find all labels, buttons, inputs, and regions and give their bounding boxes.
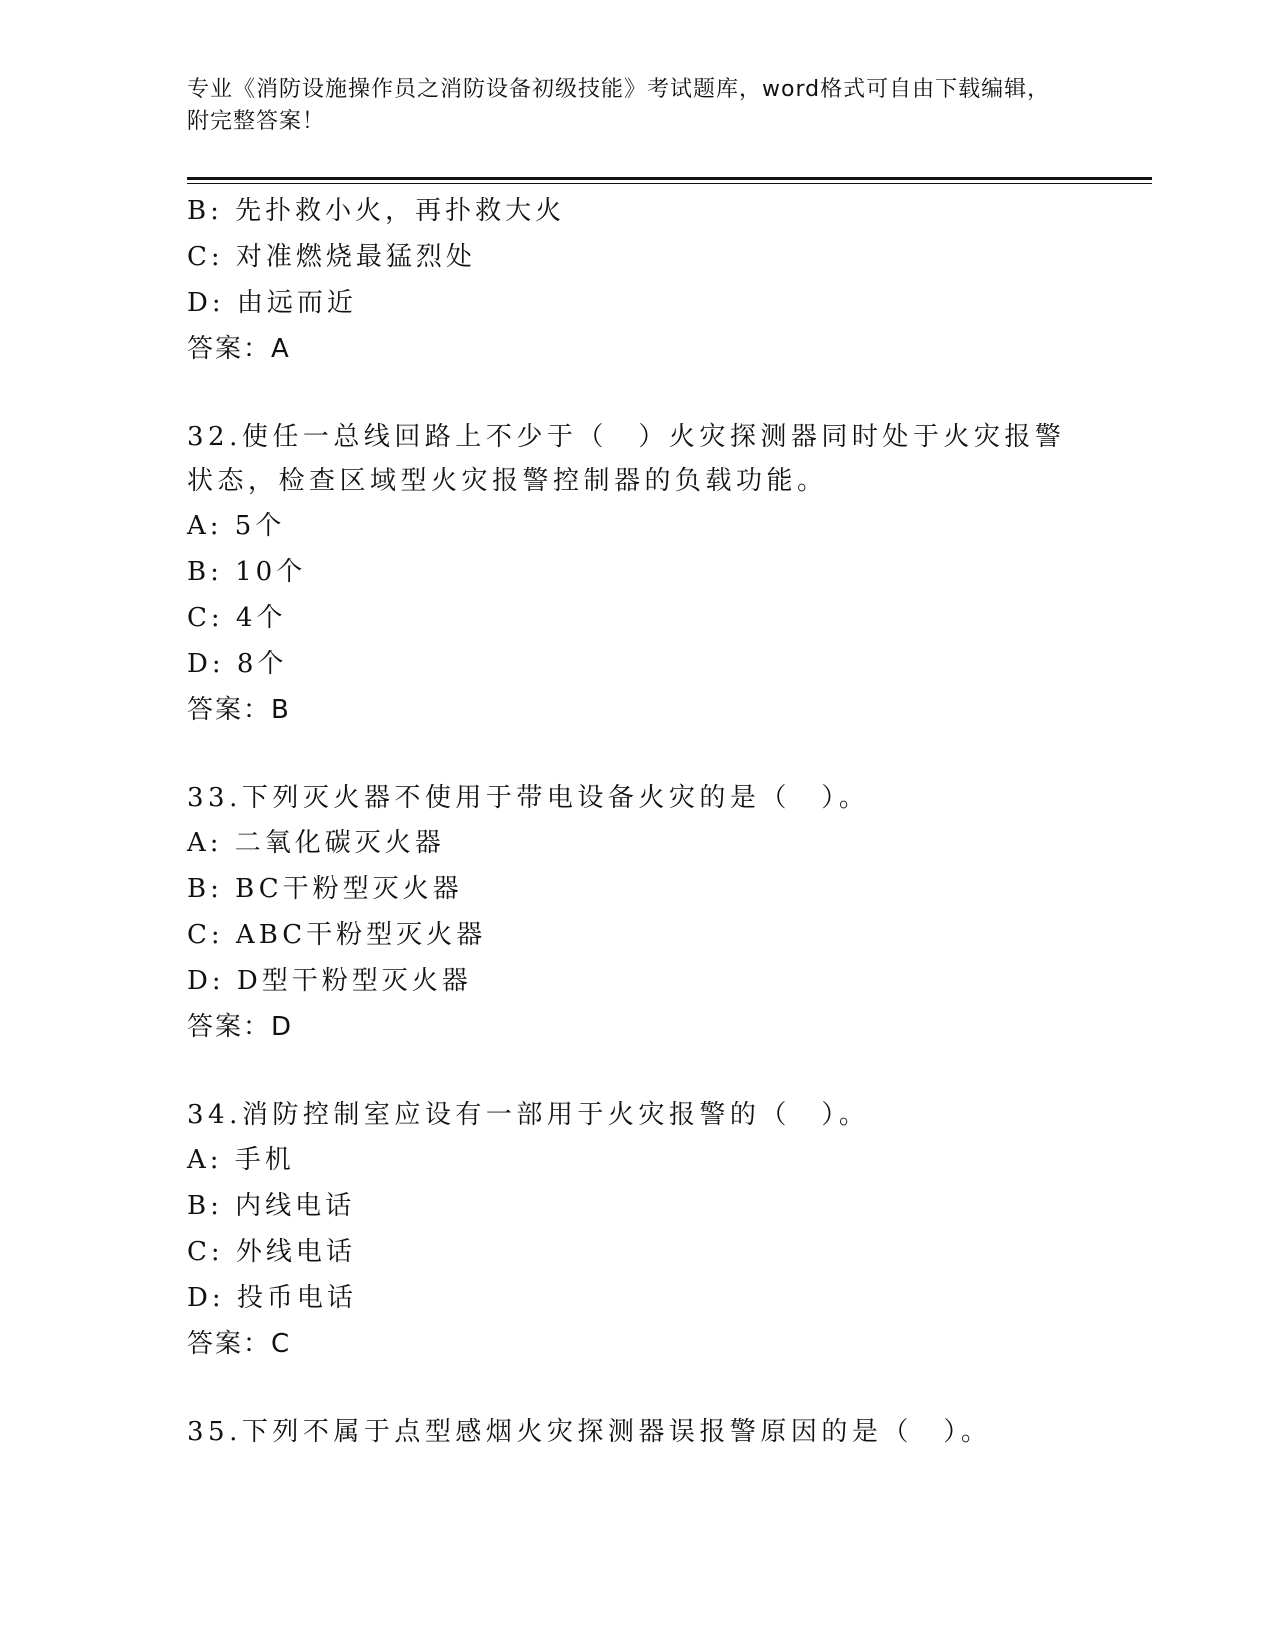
question-34: [187, 1093, 1087, 1367]
option-d: D: 由远而近: [187, 288, 357, 318]
option-b: B: 内线电话: [187, 1191, 356, 1221]
answer-label: 答案：A: [187, 334, 291, 364]
option-c: C: 4个: [187, 603, 287, 633]
option-a: A: 5个: [187, 511, 286, 541]
question-33: [187, 776, 1087, 1050]
answer-label: 答案：C: [187, 1329, 292, 1359]
partial-question: [187, 188, 1087, 372]
header-divider-thick: [187, 177, 1152, 180]
header-divider-thin: [187, 183, 1152, 184]
option-a: A: 手机: [187, 1145, 295, 1175]
answer-label: 答案：D: [187, 1012, 294, 1042]
question-text: 32.使任一总线回路上不少于（ ）火灾探测器同时处于火灾报警状态，检查区域型火灾报警控制器的负载功能。: [187, 422, 1066, 496]
option-a: A: 二氧化碳灭火器: [187, 828, 445, 858]
document-header: 专业《消防设施操作员之消防设备初级技能》考试题库，word格式可自由下载编辑，附完整答案！: [187, 77, 1051, 134]
option-b: B: 先扑救小火，再扑救大火: [187, 196, 566, 226]
option-c: C: 对准燃烧最猛烈处: [187, 242, 476, 272]
option-c: C: 外线电话: [187, 1237, 356, 1267]
question-list: [187, 188, 1087, 1454]
option-d: D: D型干粉型灭火器: [187, 966, 472, 996]
option-b: B: BC干粉型灭火器: [187, 874, 463, 904]
question-text: 33.下列灭火器不使用于带电设备火灾的是（ ）。: [187, 783, 870, 813]
question-35: [187, 1410, 1087, 1454]
option-d: D: 8个: [187, 649, 288, 679]
option-b: B: 10个: [187, 557, 307, 587]
option-d: D: 投币电话: [187, 1283, 357, 1313]
question-text: 35.下列不属于点型感烟火灾探测器误报警原因的是（ ）。: [187, 1417, 992, 1447]
question-32: [187, 415, 1087, 733]
answer-label: 答案：B: [187, 695, 291, 725]
option-c: C: ABC干粉型灭火器: [187, 920, 487, 950]
question-text: 34.消防控制室应设有一部用于火灾报警的（ ）。: [187, 1100, 870, 1130]
